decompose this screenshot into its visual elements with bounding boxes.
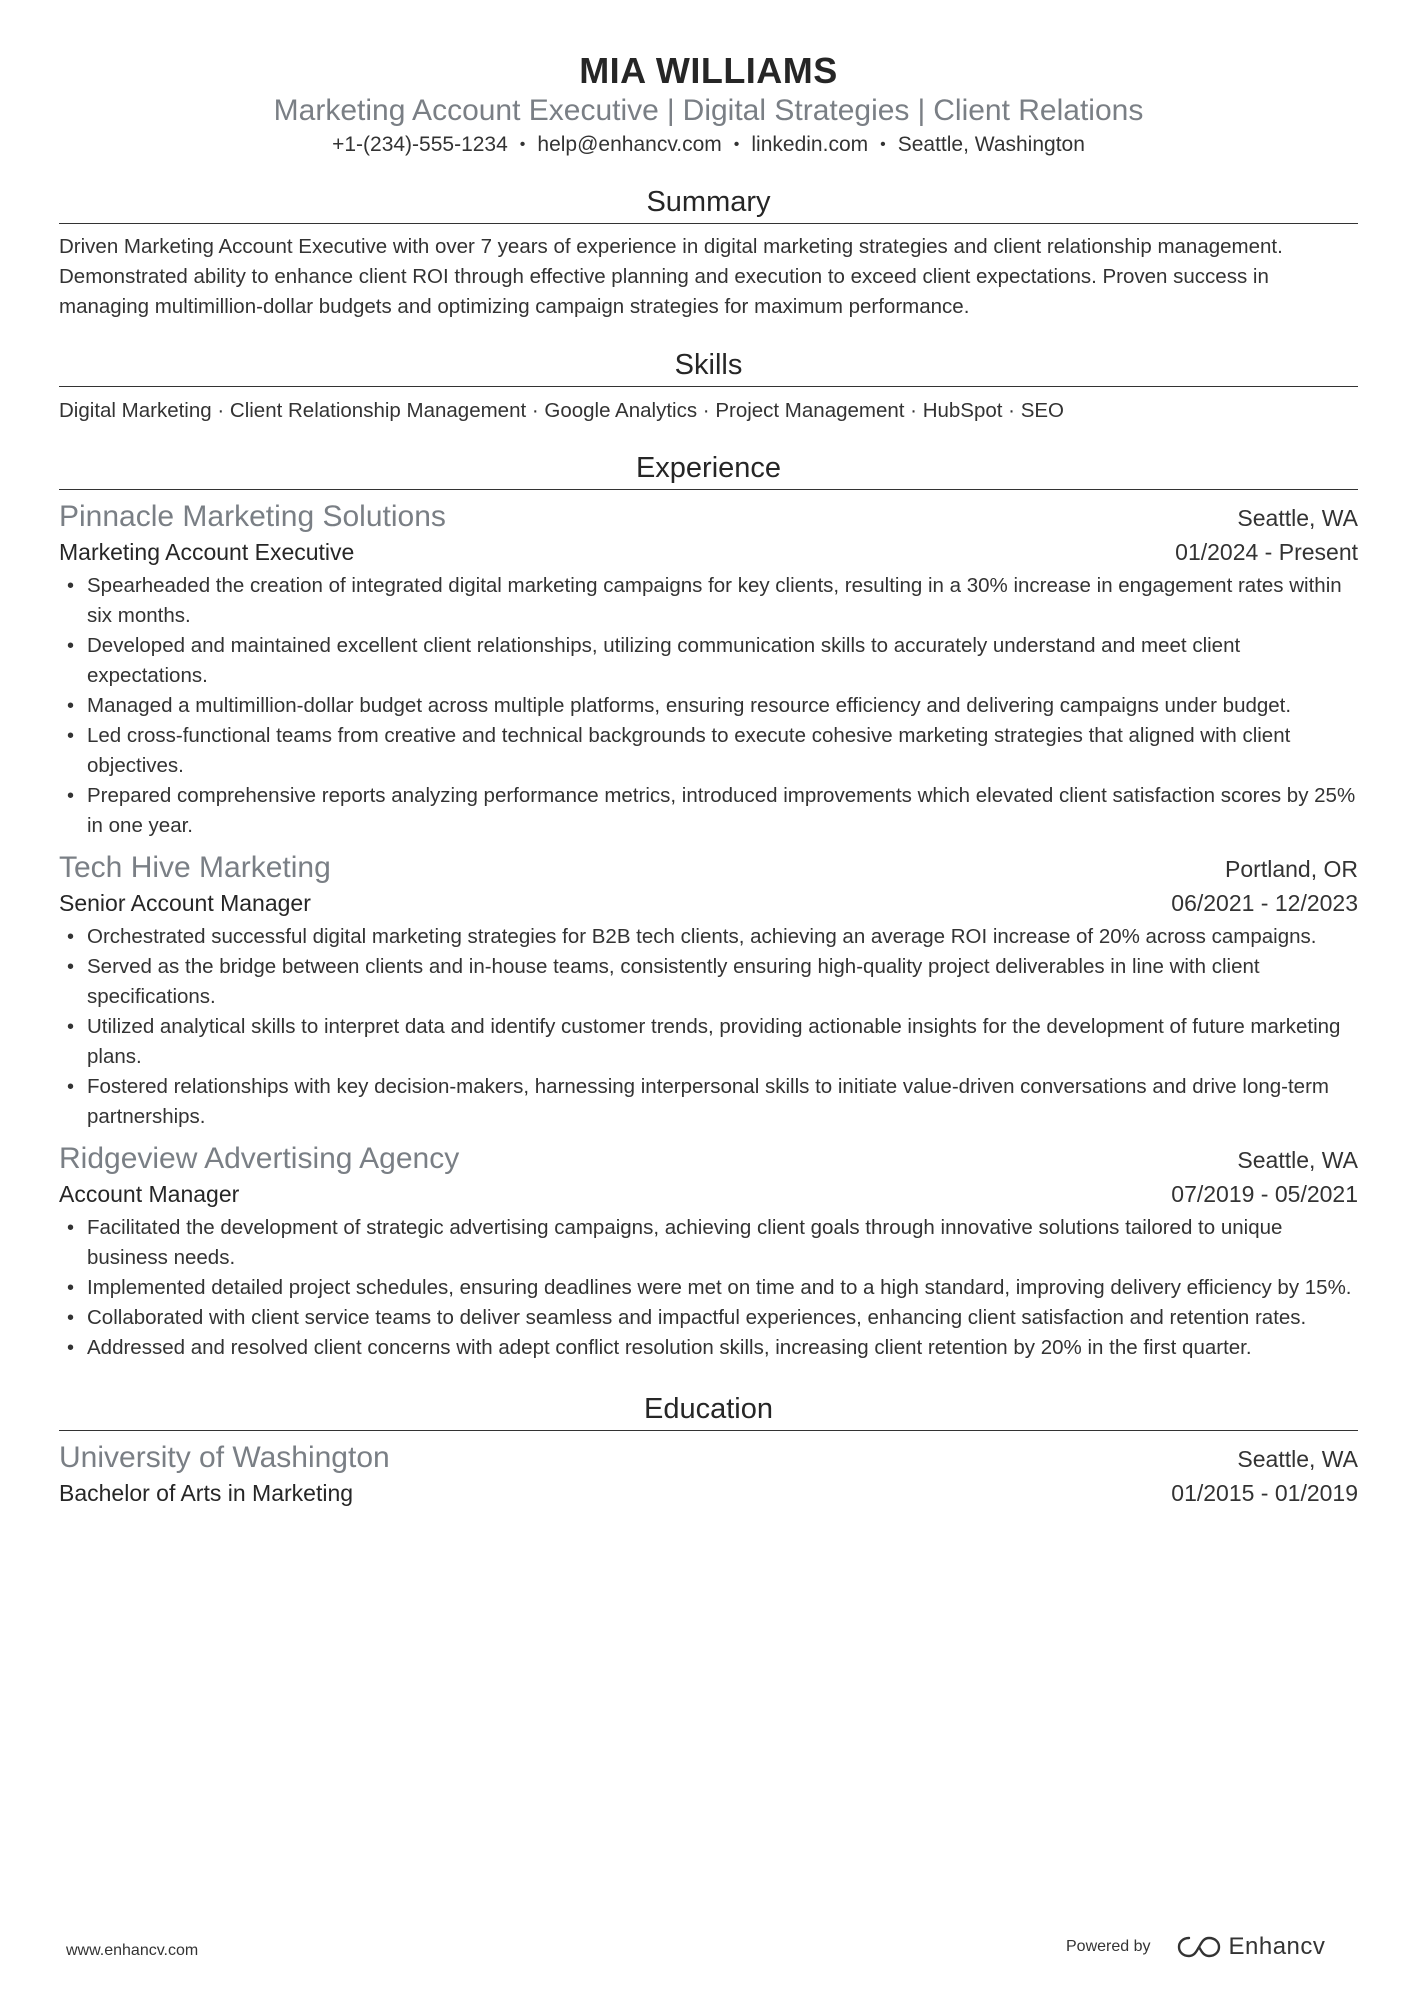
school-name: University of Washington	[59, 1441, 390, 1474]
achievement-item	[59, 781, 1358, 841]
achievement-item	[59, 691, 1358, 721]
headline-part: Digital Strategies	[682, 94, 910, 127]
job-dates: 01/2024 - Present	[1175, 539, 1358, 565]
achievement-text: Facilitated the development of strategic advertising campaigns, achieving client goals through innovative solutions tailored to unique business needs.	[87, 1216, 1283, 1269]
achievement-item	[59, 721, 1358, 781]
job-title: Senior Account Manager	[59, 890, 311, 916]
job-title: Account Manager	[59, 1181, 240, 1207]
company-name: Pinnacle Marketing Solutions	[59, 500, 446, 533]
skill-item: SEO	[1020, 399, 1064, 422]
achievement-list	[59, 922, 1358, 1132]
achievement-text: Spearheaded the creation of integrated digital marketing campaigns for key clients, resulting in a 30% increase in engagement rates within six months.	[87, 574, 1342, 627]
bullet-icon: •	[67, 1307, 75, 1329]
bullet-icon: •	[67, 695, 75, 717]
section-title-education: Education	[59, 1389, 1358, 1431]
experience-entry	[59, 498, 1358, 841]
achievement-text: Fostered relationships with key decision-makers, harnessing interpersonal skills to initiate value-driven conversations and drive long-term partnerships.	[87, 1075, 1329, 1128]
achievement-item	[59, 922, 1358, 952]
experience-entry	[59, 1140, 1358, 1363]
job-dates: 07/2019 - 05/2021	[1171, 1181, 1358, 1207]
skill-separator: ·	[526, 399, 545, 422]
resume-page	[59, 0, 1358, 1509]
job-title: Marketing Account Executive	[59, 539, 355, 565]
achievement-list	[59, 1213, 1358, 1363]
skill-item: HubSpot	[922, 399, 1003, 422]
headline-separator: |	[666, 94, 675, 127]
achievement-text: Orchestrated successful digital marketing strategies for B2B tech clients, achieving an average ROI increase of 20% across campaigns.	[87, 925, 1317, 948]
education-section	[59, 1389, 1358, 1509]
headline-part: Marketing Account Executive	[273, 94, 659, 127]
headline-separator: |	[917, 94, 926, 127]
achievement-item	[59, 631, 1358, 691]
achievement-text: Served as the bridge between clients and in-house teams, consistently ensuring high-quality project deliverables in line with client specifications.	[87, 955, 1260, 1008]
achievement-list	[59, 571, 1358, 841]
education-dates: 01/2015 - 01/2019	[1171, 1480, 1358, 1506]
contact-separator: •	[880, 136, 886, 153]
job-location: Seattle, WA	[1237, 505, 1358, 531]
achievement-item	[59, 1012, 1358, 1072]
bullet-icon: •	[67, 635, 75, 657]
bullet-icon: •	[67, 575, 75, 597]
achievement-item	[59, 952, 1358, 1012]
skill-item: Project Management	[715, 399, 905, 422]
achievement-text: Developed and maintained excellent client relationships, utilizing communication skills to accurately understand and meet client expectations.	[87, 634, 1241, 687]
achievement-item	[59, 1303, 1358, 1333]
experience-section	[59, 448, 1358, 1363]
company-name: Tech Hive Marketing	[59, 851, 331, 884]
skill-separator: ·	[904, 399, 923, 422]
email-link[interactable]: help@enhancv.com	[537, 133, 722, 156]
bullet-icon: •	[67, 1016, 75, 1038]
headline	[59, 92, 1358, 130]
summary-text: Driven Marketing Account Executive with over 7 years of experience in digital marketing strategies and client relationship management. Demonstrated ability to enhance client ROI through effective planning and execution to exceed client expectations. Proven success in managing multimillion-dollar budgets and optimizing campaign strategies for maximum performance.	[59, 235, 1283, 318]
bullet-icon: •	[67, 785, 75, 807]
footer-branding[interactable]	[1066, 1933, 1325, 1961]
school-location: Seattle, WA	[1237, 1446, 1358, 1472]
bullet-icon: •	[67, 1217, 75, 1239]
enhancv-logo-icon	[1177, 1934, 1221, 1960]
achievement-text: Managed a multimillion-dollar budget across multiple platforms, ensuring resource efficiency and delivering campaigns under budget.	[87, 694, 1292, 717]
achievement-item	[59, 571, 1358, 631]
bullet-icon: •	[67, 1076, 75, 1098]
skills-section	[59, 345, 1358, 426]
bullet-icon: •	[67, 926, 75, 948]
achievement-text: Addressed and resolved client concerns with adept conflict resolution skills, increasing client retention by 20% in the first quarter.	[87, 1336, 1252, 1359]
headline-part: Client Relations	[933, 94, 1144, 127]
achievement-text: Led cross-functional teams from creative and technical backgrounds to execute cohesive marketing strategies that aligned with client objectives.	[87, 724, 1291, 777]
degree-title: Bachelor of Arts in Marketing	[59, 1480, 354, 1506]
achievement-item	[59, 1273, 1358, 1303]
skill-separator: ·	[697, 399, 716, 422]
section-title-summary: Summary	[59, 182, 1358, 224]
location-text: Seattle, Washington	[897, 133, 1085, 156]
achievement-text: Utilized analytical skills to interpret data and identify customer trends, providing actionable insights for the development of future marketing plans.	[87, 1015, 1341, 1068]
section-title-skills: Skills	[59, 345, 1358, 387]
skill-separator: ·	[1002, 399, 1021, 422]
company-name: Ridgeview Advertising Agency	[59, 1142, 460, 1175]
bullet-icon: •	[67, 1337, 75, 1359]
contact-separator: •	[733, 136, 740, 153]
bullet-icon: •	[67, 725, 75, 747]
contact-separator: •	[519, 136, 526, 153]
skill-item: Client Relationship Management	[229, 399, 527, 422]
education-entry	[59, 1439, 1358, 1509]
achievement-item	[59, 1072, 1358, 1132]
skills-list	[59, 396, 1358, 426]
achievement-text: Prepared comprehensive reports analyzing performance metrics, introduced improvements which elevated client satisfaction scores by 25% in one year.	[87, 784, 1356, 837]
resume-header	[59, 0, 1358, 162]
job-location: Portland, OR	[1225, 856, 1358, 882]
contact-line	[59, 130, 1358, 162]
phone-number: +1-(234)-555-1234	[332, 133, 508, 156]
brand-name: Enhancv	[1228, 1933, 1326, 1960]
experience-entry	[59, 849, 1358, 1132]
bullet-icon: •	[67, 1277, 75, 1299]
achievement-text: Collaborated with client service teams to deliver seamless and impactful experiences, enhancing client satisfaction and retention rates.	[87, 1306, 1307, 1329]
candidate-name: MIA WILLIAMS	[579, 50, 838, 91]
skill-item: Digital Marketing	[59, 399, 212, 422]
skill-separator: ·	[211, 399, 230, 422]
skill-item: Google Analytics	[544, 399, 698, 422]
section-title-experience: Experience	[59, 448, 1358, 490]
achievement-text: Implemented detailed project schedules, ensuring deadlines were met on time and to a high standard, improving delivery efficiency by 15%.	[87, 1276, 1352, 1299]
footer-website[interactable]: www.enhancv.com	[66, 1942, 199, 1959]
bullet-icon: •	[67, 956, 75, 978]
job-location: Seattle, WA	[1237, 1147, 1358, 1173]
achievement-item	[59, 1213, 1358, 1273]
summary-section	[59, 182, 1358, 322]
linkedin-link[interactable]: linkedin.com	[751, 133, 869, 156]
job-dates: 06/2021 - 12/2023	[1171, 890, 1358, 916]
achievement-item	[59, 1333, 1358, 1363]
powered-by-label: Powered by	[1066, 1938, 1151, 1955]
